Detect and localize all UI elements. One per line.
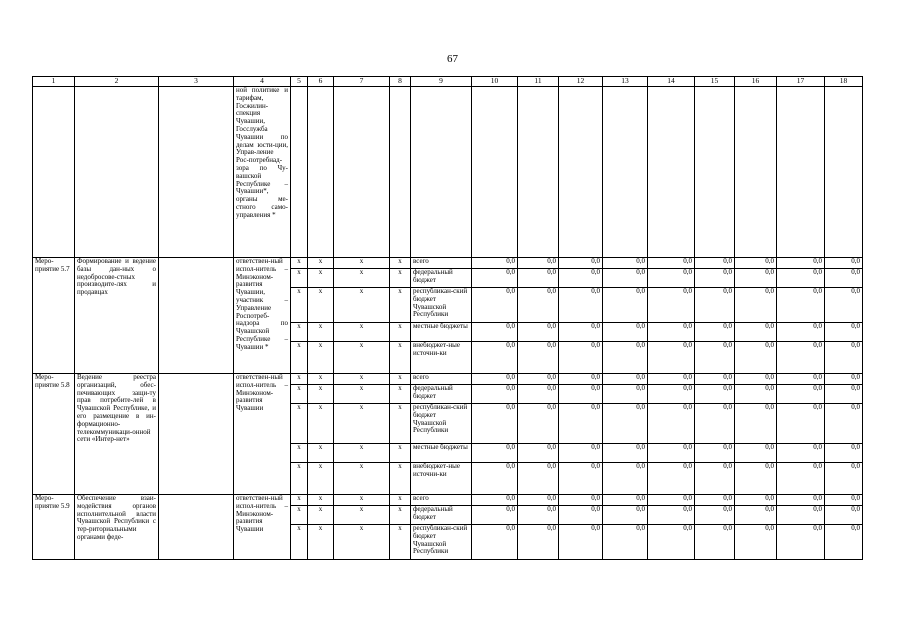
funding-source-cell: всего [411, 374, 472, 385]
measure-name-cell: Обеспечение взаи-модействия органов исполнительной власти Чувашской Республики с тер-риториальными органами феде- [75, 495, 159, 560]
mark-cell: x [308, 525, 334, 560]
funding-source-cell: республикан-ский бюджет Чувашской Республики [411, 288, 472, 323]
value-cell: 0,0 [825, 525, 863, 560]
continuation-executors-cell: ной политике и тарифам, Госжилин-спекция Чувашии, Госслужба Чувашии по делам юсти-ции, Управ-ление Рос-потребнад-зора по Чу-вашской Республике – Чувашии*, органы ме-стного само-управления * [234, 87, 291, 258]
funding-source-cell: внебюджет-ные источни-ки [411, 342, 472, 374]
table-row [33, 495, 863, 506]
value-cell: 0,0 [472, 342, 518, 374]
value-cell: 0,0 [695, 444, 735, 463]
funding-source-cell: федеральный бюджет [411, 506, 472, 525]
measure-name-cell: Формирование и ведение базы дан-ных о недобросове-стных производите-лях и продавцах [75, 258, 159, 374]
value-cell: 0,0 [603, 463, 648, 495]
value-cell: 0,0 [603, 269, 648, 288]
continuation-name-cell [75, 87, 159, 258]
mark-cell: x [390, 385, 411, 404]
measure-name-cell: Ведение реестра организаций, обес-печивающих защи-ту прав потребите-лей в Чувашской Республике, и его размещение в ин-формационно-телекоммуникаци-онной сети «Интер-нет» [75, 374, 159, 495]
value-cell: 0,0 [695, 342, 735, 374]
measure-id-cell: Меро-приятие 5.9 [33, 495, 75, 560]
value-cell: 0,0 [603, 258, 648, 269]
mark-cell: x [334, 288, 390, 323]
value-cell: 0,0 [472, 506, 518, 525]
table-row [33, 374, 863, 385]
value-cell: 0,0 [777, 269, 825, 288]
value-cell: 0,0 [603, 385, 648, 404]
value-cell: 0,0 [603, 288, 648, 323]
column-number-15: 15 [695, 77, 735, 87]
funding-source-cell: федеральный бюджет [411, 269, 472, 288]
value-cell: 0,0 [777, 444, 825, 463]
mark-cell: x [334, 323, 390, 342]
mark-cell: x [334, 342, 390, 374]
mark-cell: x [390, 342, 411, 374]
value-cell: 0,0 [825, 288, 863, 323]
mark-cell: x [390, 288, 411, 323]
column-number-6: 6 [308, 77, 334, 87]
value-cell: 0,0 [472, 444, 518, 463]
value-cell: 0,0 [777, 525, 825, 560]
value-cell: 0,0 [518, 495, 559, 506]
value-cell: 0,0 [695, 385, 735, 404]
mark-cell: x [334, 404, 390, 444]
funding-source-cell: республикан-ский бюджет Чувашской Республики [411, 404, 472, 444]
value-cell: 0,0 [648, 385, 695, 404]
value-cell: 0,0 [472, 385, 518, 404]
value-cell: 0,0 [472, 495, 518, 506]
column-number-4: 4 [234, 77, 291, 87]
mark-cell: x [308, 323, 334, 342]
value-cell: 0,0 [648, 342, 695, 374]
measure-col3-cell [159, 374, 234, 495]
value-cell: 0,0 [695, 269, 735, 288]
value-cell: 0,0 [735, 385, 777, 404]
value-cell: 0,0 [777, 323, 825, 342]
measure-col3-cell [159, 495, 234, 560]
value-cell: 0,0 [518, 506, 559, 525]
value-cell: 0,0 [518, 404, 559, 444]
value-cell: 0,0 [735, 342, 777, 374]
column-number-11: 11 [518, 77, 559, 87]
value-cell: 0,0 [559, 444, 603, 463]
mark-cell: x [291, 506, 308, 525]
mark-cell: x [308, 495, 334, 506]
value-cell: 0,0 [825, 342, 863, 374]
value-cell: 0,0 [695, 288, 735, 323]
value-cell: 0,0 [825, 495, 863, 506]
value-cell: 0,0 [603, 342, 648, 374]
value-cell: 0,0 [735, 444, 777, 463]
value-cell: 0,0 [603, 444, 648, 463]
value-cell: 0,0 [695, 463, 735, 495]
mark-cell: x [308, 288, 334, 323]
value-cell: 0,0 [825, 374, 863, 385]
continuation-col3-cell [159, 87, 234, 258]
value-cell: 0,0 [695, 374, 735, 385]
value-cell: 0,0 [472, 374, 518, 385]
value-cell: 0,0 [603, 404, 648, 444]
value-cell: 0,0 [648, 506, 695, 525]
mark-cell: x [334, 258, 390, 269]
mark-cell: x [291, 288, 308, 323]
funding-source-cell: федеральный бюджет [411, 385, 472, 404]
value-cell: 0,0 [648, 444, 695, 463]
value-cell: 0,0 [695, 404, 735, 444]
mark-cell: x [334, 525, 390, 560]
value-cell: 0,0 [825, 463, 863, 495]
measure-id-cell: Меро-приятие 5.7 [33, 258, 75, 374]
mark-cell: x [308, 463, 334, 495]
value-cell: 0,0 [559, 269, 603, 288]
mark-cell: x [334, 444, 390, 463]
mark-cell: x [308, 404, 334, 444]
mark-cell: x [291, 495, 308, 506]
value-cell: 0,0 [735, 506, 777, 525]
value-cell: 0,0 [518, 342, 559, 374]
mark-cell: x [291, 525, 308, 560]
value-cell: 0,0 [648, 258, 695, 269]
value-cell: 0,0 [559, 385, 603, 404]
value-cell: 0,0 [825, 323, 863, 342]
mark-cell: x [291, 269, 308, 288]
value-cell: 0,0 [559, 525, 603, 560]
column-number-row [33, 77, 863, 87]
value-cell: 0,0 [603, 506, 648, 525]
value-cell: 0,0 [472, 323, 518, 342]
column-number-9: 9 [411, 77, 472, 87]
value-cell: 0,0 [648, 525, 695, 560]
column-number-8: 8 [390, 77, 411, 87]
value-cell: 0,0 [648, 269, 695, 288]
value-cell: 0,0 [777, 495, 825, 506]
value-cell: 0,0 [777, 288, 825, 323]
mark-cell: x [308, 342, 334, 374]
table-body [33, 77, 863, 560]
value-cell: 0,0 [559, 374, 603, 385]
value-cell: 0,0 [825, 444, 863, 463]
mark-cell: x [390, 269, 411, 288]
value-cell: 0,0 [472, 269, 518, 288]
value-cell: 0,0 [777, 506, 825, 525]
mark-cell: x [390, 404, 411, 444]
value-cell: 0,0 [518, 374, 559, 385]
column-number-12: 12 [559, 77, 603, 87]
value-cell: 0,0 [735, 288, 777, 323]
value-cell: 0,0 [559, 288, 603, 323]
value-cell: 0,0 [777, 463, 825, 495]
value-cell: 0,0 [825, 506, 863, 525]
mark-cell: x [334, 269, 390, 288]
continuation-row [33, 87, 863, 258]
value-cell: 0,0 [472, 525, 518, 560]
value-cell: 0,0 [559, 323, 603, 342]
value-cell: 0,0 [518, 269, 559, 288]
value-cell: 0,0 [648, 288, 695, 323]
funding-source-cell: республикан-ский бюджет Чувашской Республики [411, 525, 472, 560]
value-cell: 0,0 [518, 323, 559, 342]
mark-cell: x [390, 444, 411, 463]
column-number-7: 7 [334, 77, 390, 87]
mark-cell: x [308, 374, 334, 385]
column-number-16: 16 [735, 77, 777, 87]
value-cell: 0,0 [518, 463, 559, 495]
value-cell: 0,0 [777, 342, 825, 374]
value-cell: 0,0 [648, 323, 695, 342]
value-cell: 0,0 [472, 463, 518, 495]
value-cell: 0,0 [735, 323, 777, 342]
mark-cell: x [390, 258, 411, 269]
mark-cell: x [308, 258, 334, 269]
value-cell: 0,0 [777, 385, 825, 404]
column-number-2: 2 [75, 77, 159, 87]
value-cell: 0,0 [559, 342, 603, 374]
mark-cell: x [308, 444, 334, 463]
mark-cell: x [334, 385, 390, 404]
value-cell: 0,0 [648, 495, 695, 506]
funding-source-cell: всего [411, 495, 472, 506]
value-cell: 0,0 [518, 444, 559, 463]
value-cell: 0,0 [603, 525, 648, 560]
mark-cell: x [390, 525, 411, 560]
value-cell: 0,0 [735, 525, 777, 560]
column-number-13: 13 [603, 77, 648, 87]
mark-cell: x [334, 495, 390, 506]
page-number: 67 [447, 53, 458, 65]
value-cell: 0,0 [472, 404, 518, 444]
mark-cell: x [390, 495, 411, 506]
column-number-5: 5 [291, 77, 308, 87]
mark-cell: x [390, 323, 411, 342]
column-number-1: 1 [33, 77, 75, 87]
mark-cell: x [308, 506, 334, 525]
funding-source-cell: местные бюджеты [411, 444, 472, 463]
column-number-10: 10 [472, 77, 518, 87]
value-cell: 0,0 [518, 525, 559, 560]
value-cell: 0,0 [735, 404, 777, 444]
mark-cell: x [291, 404, 308, 444]
value-cell: 0,0 [777, 404, 825, 444]
mark-cell: x [308, 269, 334, 288]
funding-source-cell: внебюджет-ные источни-ки [411, 463, 472, 495]
mark-cell: x [390, 374, 411, 385]
value-cell: 0,0 [648, 463, 695, 495]
mark-cell: x [334, 506, 390, 525]
value-cell: 0,0 [735, 374, 777, 385]
value-cell: 0,0 [559, 495, 603, 506]
mark-cell: x [390, 463, 411, 495]
column-number-14: 14 [648, 77, 695, 87]
column-number-17: 17 [777, 77, 825, 87]
value-cell: 0,0 [603, 374, 648, 385]
value-cell: 0,0 [559, 463, 603, 495]
value-cell: 0,0 [695, 506, 735, 525]
measure-executors-cell: ответствен-ный испол-нитель – Минэконом-развития Чувашии [234, 374, 291, 495]
value-cell: 0,0 [603, 495, 648, 506]
funding-source-cell: всего [411, 258, 472, 269]
value-cell: 0,0 [559, 506, 603, 525]
funding-source-cell: местные бюджеты [411, 323, 472, 342]
value-cell: 0,0 [472, 288, 518, 323]
value-cell: 0,0 [825, 269, 863, 288]
mark-cell: x [291, 385, 308, 404]
value-cell: 0,0 [472, 258, 518, 269]
value-cell: 0,0 [735, 495, 777, 506]
mark-cell: x [291, 374, 308, 385]
value-cell: 0,0 [695, 323, 735, 342]
mark-cell: x [308, 385, 334, 404]
measure-id-cell: Меро-приятие 5.8 [33, 374, 75, 495]
value-cell: 0,0 [735, 269, 777, 288]
mark-cell: x [390, 506, 411, 525]
value-cell: 0,0 [559, 258, 603, 269]
mark-cell: x [291, 444, 308, 463]
value-cell: 0,0 [777, 258, 825, 269]
measure-col3-cell [159, 258, 234, 374]
value-cell: 0,0 [825, 404, 863, 444]
column-number-3: 3 [159, 77, 234, 87]
value-cell: 0,0 [777, 374, 825, 385]
measure-executors-cell: ответствен-ный испол-нитель – Минэконом-развития Чувашии [234, 495, 291, 560]
value-cell: 0,0 [735, 463, 777, 495]
program-measures-table [32, 76, 863, 560]
value-cell: 0,0 [648, 374, 695, 385]
value-cell: 0,0 [518, 258, 559, 269]
mark-cell: x [291, 463, 308, 495]
value-cell: 0,0 [695, 495, 735, 506]
continuation-id-cell [33, 87, 75, 258]
value-cell: 0,0 [825, 258, 863, 269]
value-cell: 0,0 [518, 385, 559, 404]
value-cell: 0,0 [603, 323, 648, 342]
mark-cell: x [291, 323, 308, 342]
mark-cell: x [291, 342, 308, 374]
value-cell: 0,0 [695, 525, 735, 560]
value-cell: 0,0 [648, 404, 695, 444]
value-cell: 0,0 [735, 258, 777, 269]
mark-cell: x [334, 374, 390, 385]
value-cell: 0,0 [695, 258, 735, 269]
mark-cell: x [291, 258, 308, 269]
measure-executors-cell: ответствен-ный испол-нитель – Минэконом-развития Чувашии, участник – Управление Роспотреб-надзора по Чувашской Республике – Чувашии * [234, 258, 291, 374]
value-cell: 0,0 [825, 385, 863, 404]
column-number-18: 18 [825, 77, 863, 87]
value-cell: 0,0 [559, 404, 603, 444]
value-cell: 0,0 [518, 288, 559, 323]
table-row [33, 258, 863, 269]
mark-cell: x [334, 463, 390, 495]
